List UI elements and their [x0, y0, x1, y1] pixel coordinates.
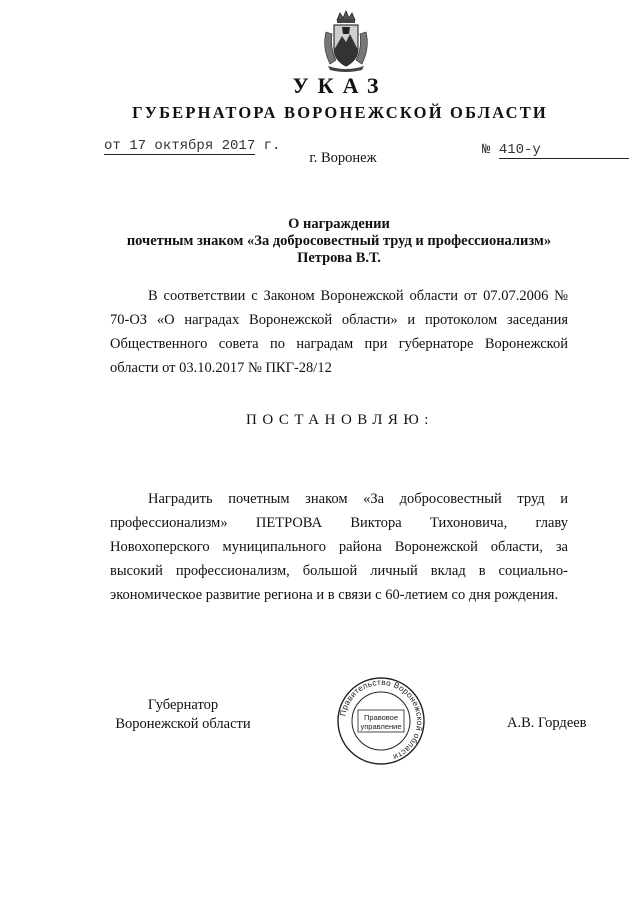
- signatory-position-line-2: Воронежской области: [115, 716, 251, 732]
- date-prefix: от: [104, 138, 121, 154]
- subject-line-1: О награждении: [288, 216, 390, 232]
- resolution-paragraph: Наградить почетным знаком «За добросовестный труд и профессионализм» ПЕТРОВА Виктора Тихоновича, главу Новохоперского муниципального района Воронежской области, за высокий профессионализм, большой личный вклад в социально-экономическое развитие региона и в связи с 60-летием со дня рождения.: [110, 491, 568, 603]
- subject-line-2: почетным знаком «За добросовестный труд и профессионализм»: [126, 233, 552, 249]
- decree-title: УКАЗ: [292, 73, 388, 98]
- subject-line-3: Петрова В.Т.: [297, 250, 381, 266]
- official-stamp-icon: [336, 676, 426, 766]
- decree-city: г. Воронеж: [309, 150, 377, 166]
- number-prefix: №: [482, 142, 491, 158]
- voronezh-coat-of-arms-icon: [318, 10, 374, 72]
- seal-inner-line-1: Правовое: [363, 713, 399, 722]
- seal-inner-line-2: управление: [360, 722, 402, 731]
- decree-issuer: ГУБЕРНАТОРА ВОРОНЕЖСКОЙ ОБЛАСТИ: [132, 103, 548, 122]
- number-value: 410-у: [499, 142, 629, 159]
- signatory-position-line-1: Губернатор: [147, 697, 219, 713]
- preamble-paragraph: В соответствии с Законом Воронежской области от 07.07.2006 № 70-ОЗ «О наградах Воронежской области» и протоколом заседания Общественного совета по наградам при губернаторе Воронежской области от 03.10.2017 № ПКГ-28/12: [110, 288, 568, 376]
- seal-outer-text: Правительство Воронежской области: [338, 677, 425, 762]
- date-value: 17 октября 2017: [129, 138, 256, 154]
- signatory-position: [110, 696, 256, 734]
- signatory-name: А.В. Гордеев: [507, 715, 587, 731]
- date-suffix: г.: [263, 138, 281, 154]
- decree-word: ПОСТАНОВЛЯЮ:: [246, 412, 434, 428]
- decree-subject: [110, 216, 568, 267]
